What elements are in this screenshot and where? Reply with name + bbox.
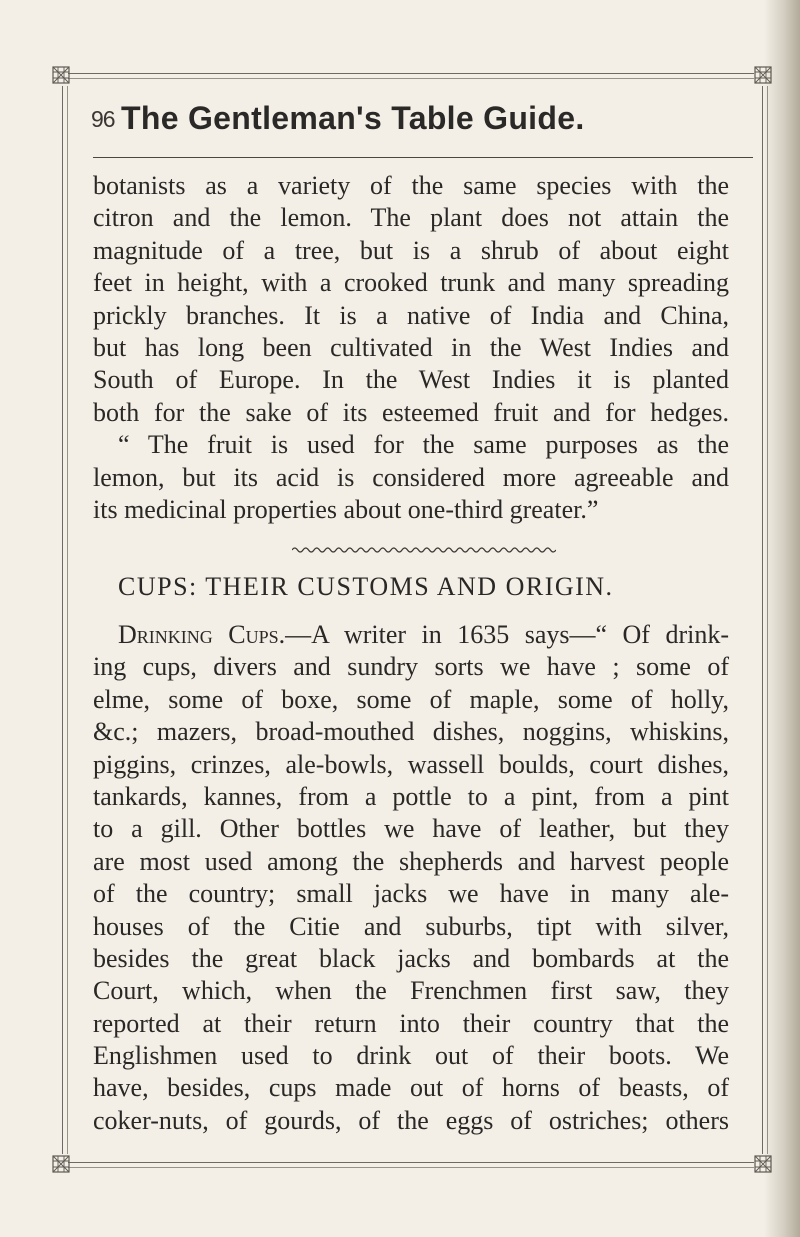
- text-line: [93, 619, 729, 651]
- text-line: besides the great black jacks and bombards at the: [93, 943, 729, 973]
- frame-top-rule: [68, 73, 754, 74]
- text-line: lemon, but its acid is considered more agreeable and: [93, 462, 729, 492]
- frame-top-rule-inner: [68, 78, 754, 79]
- page-edge-shadow: [764, 0, 800, 1237]
- lattice-corner-ornament-icon: [52, 1155, 70, 1173]
- running-header: [91, 100, 761, 150]
- citron-paragraph: [93, 170, 729, 526]
- text-line: but has long been cultivated in the West Indies and: [93, 332, 729, 362]
- text-line: houses of the Citie and suburbs, tipt with silver,: [93, 911, 729, 941]
- text-line: South of Europe. In the West Indies it is planted: [93, 365, 729, 395]
- text-line: Englishmen used to drink out of their boots. We: [93, 1041, 729, 1071]
- lattice-corner-ornament-icon: [754, 1155, 772, 1173]
- page-number: 96: [91, 106, 115, 132]
- text-line: citron and the lemon. The plant does not attain the: [93, 203, 729, 233]
- frame-left-rule-inner: [67, 86, 68, 1154]
- text-line: “ The fruit is used for the same purposes as the: [118, 430, 729, 460]
- text-line: both for the sake of its esteemed fruit and for hedges.: [93, 397, 729, 427]
- text-line: magnitude of a tree, but is a shrub of about eight: [93, 235, 729, 265]
- running-title: The Gentleman's Table Guide.: [121, 100, 585, 136]
- text-line: elme, some of boxe, some of maple, some of holly,: [93, 684, 729, 714]
- text-line-rest: —A writer in 1635 says—“ Of drink-: [285, 620, 729, 649]
- text-line: ing cups, divers and sundry sorts we have ; some of: [93, 652, 729, 682]
- text-line: &c.; mazers, broad-mouthed dishes, noggins, whiskins,: [93, 717, 729, 747]
- text-line: its medicinal properties about one-third greater.”: [93, 494, 599, 524]
- header-rule: [93, 157, 753, 158]
- text-line: are most used among the shepherds and harvest people: [93, 846, 729, 876]
- frame-right-rule: [762, 86, 763, 1154]
- text-line: tankards, kannes, from a pottle to a pint, from a pint: [93, 781, 729, 811]
- text-line: have, besides, cups made out of horns of beasts, of: [93, 1073, 729, 1103]
- text-line: piggins, crinzes, ale-bowls, wassell boulds, court dishes,: [93, 749, 729, 779]
- text-line: reported at their return into their country that the: [93, 1008, 729, 1038]
- text-line: Court, which, when the Frenchmen first saw, they: [93, 976, 729, 1006]
- drinking-cups-paragraph: [93, 619, 729, 1137]
- text-line: to a gill. Other bottles we have of leather, but they: [93, 814, 729, 844]
- text-line: prickly branches. It is a native of India and China,: [93, 300, 729, 330]
- frame-left-rule: [62, 86, 63, 1154]
- text-line: feet in height, with a crooked trunk and many spreading: [93, 268, 729, 298]
- text-line: coker-nuts, of gourds, of the eggs of ostriches; others: [93, 1105, 729, 1135]
- lead-in-smallcaps: Drinking Cups.: [118, 620, 286, 649]
- lattice-corner-ornament-icon: [754, 66, 772, 84]
- frame-bottom-rule-inner: [68, 1167, 754, 1168]
- frame-bottom-rule: [68, 1162, 754, 1163]
- text-line: of the country; small jacks we have in many ale-: [93, 879, 729, 909]
- wavy-line-divider-icon: [292, 544, 556, 556]
- frame-right-rule-inner: [767, 86, 768, 1154]
- text-line: botanists as a variety of the same species with the: [93, 171, 729, 200]
- lattice-corner-ornament-icon: [52, 66, 70, 84]
- section-heading: CUPS: THEIR CUSTOMS AND ORIGIN.: [118, 572, 614, 601]
